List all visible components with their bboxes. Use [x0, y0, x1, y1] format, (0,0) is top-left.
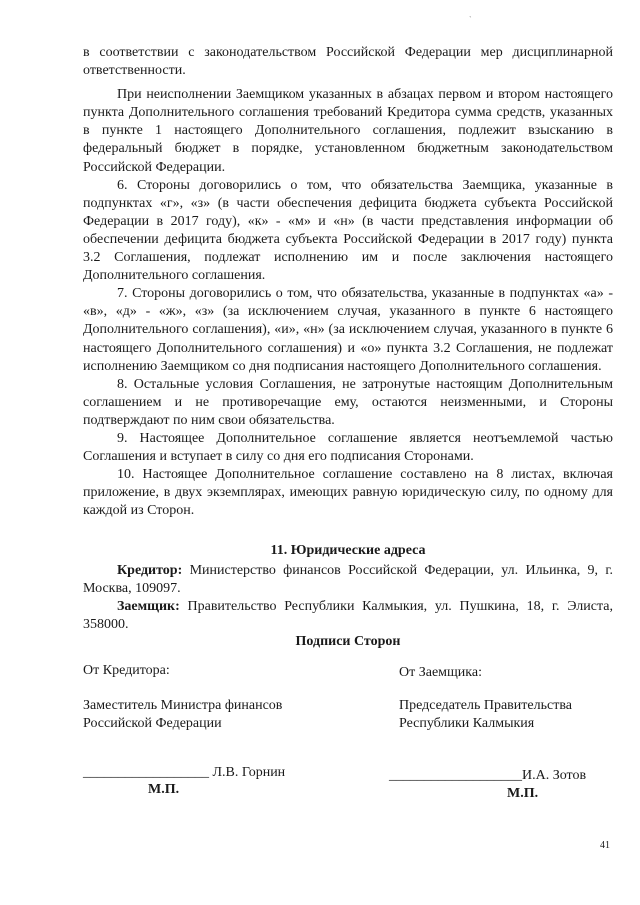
- body-text: [83, 44, 613, 520]
- creditor-address: Министерство финансов Российской Федерации, ул. Ильинка, 9, г. Москва, 109097.: [83, 563, 613, 597]
- creditor-position-line: Российской Федерации: [83, 716, 222, 731]
- paragraph: 7. Стороны договорились о том, что обязательства, указанные в подпунктах «а» - «в», «д» - «ж», «з» (за исключением случая, указанного в пункте 6 настоящего Дополнительного соглашения), «и», «н» (за исключением случая, указанного в пункте 6 настоящего Дополнительного соглашения) и «о» пункта 3.2 Соглашения, не подлежат исполнению Заемщиком со дня подписания настоящего Дополнительного соглашения.: [83, 286, 613, 374]
- from-creditor-label: От Кредитора:: [83, 663, 170, 678]
- borrower-label: Заемщик:: [117, 599, 180, 614]
- paragraph: 10. Настоящее Дополнительное соглашение составлено на 8 листах, включая приложение, в двух экземплярах, имеющих равную юридическую силу, по одному для каждой из Сторон.: [83, 467, 613, 519]
- borrower-position-line: Республики Калмыкия: [399, 716, 535, 731]
- page-mark: `: [469, 15, 472, 24]
- stamp-place-left: М.П.: [148, 782, 180, 797]
- signatures-title: Подписи Сторон: [295, 634, 401, 649]
- stamp-place-right: М.П.: [507, 786, 539, 801]
- paragraph: При неисполнении Заемщиком указанных в абзацах первом и втором настоящего пункта Дополнительного соглашения требований Кредитора сумма средств, указанных в пункте 1 настоящего Дополнительного соглашения, подлежит взысканию в федеральный бюджет в порядке, установленном бюджетным законодательством Российской Федерации.: [83, 87, 613, 175]
- creditor-signature-line: __________________ Л.В. Горнин: [83, 765, 286, 780]
- borrower-position: [399, 697, 572, 733]
- borrower-signature-line: ___________________И.А. Зотов: [389, 768, 587, 783]
- page-number: 41: [600, 840, 610, 851]
- borrower-address-block: [83, 598, 613, 634]
- creditor-address-block: [83, 562, 613, 598]
- paragraph: 8. Остальные условия Соглашения, не затронутые настоящим Дополнительным соглашением и не противоречащие ему, остаются неизменными, и Стороны подтверждают по ним свои обязательства.: [83, 376, 613, 428]
- creditor-position: [83, 697, 282, 733]
- borrower-position-line: Председатель Правительства: [399, 698, 572, 713]
- from-borrower-label: От Заемщика:: [399, 665, 482, 680]
- creditor-position-line: Заместитель Министра финансов: [83, 698, 283, 713]
- creditor-label: Кредитор:: [117, 563, 183, 578]
- borrower-address: Правительство Республики Калмыкия, ул. Пушкина, 18, г. Элиста, 358000.: [83, 599, 613, 633]
- paragraph: в соответствии с законодательством Российской Федерации мер дисциплинарной ответственности.: [83, 45, 613, 79]
- paragraph: 9. Настоящее Дополнительное соглашение является неотъемлемой частью Соглашения и вступает в силу со дня его подписания Сторонами.: [83, 430, 613, 465]
- paragraph: 6. Стороны договорились о том, что обязательства Заемщика, указанные в подпунктах «г», «з» (в части обеспечения дефицита бюджета субъекта Российской Федерации в 2017 году), «к» - «м» и «н» (в части представления информации об обеспечении дефицита бюджета субъекта Российской Федерации в 2017 году) пункта 3.2 Соглашения, подлежат исполнению им и после заключения настоящего Дополнительного соглашения.: [83, 177, 613, 284]
- section-title: 11. Юридические адреса: [270, 543, 426, 558]
